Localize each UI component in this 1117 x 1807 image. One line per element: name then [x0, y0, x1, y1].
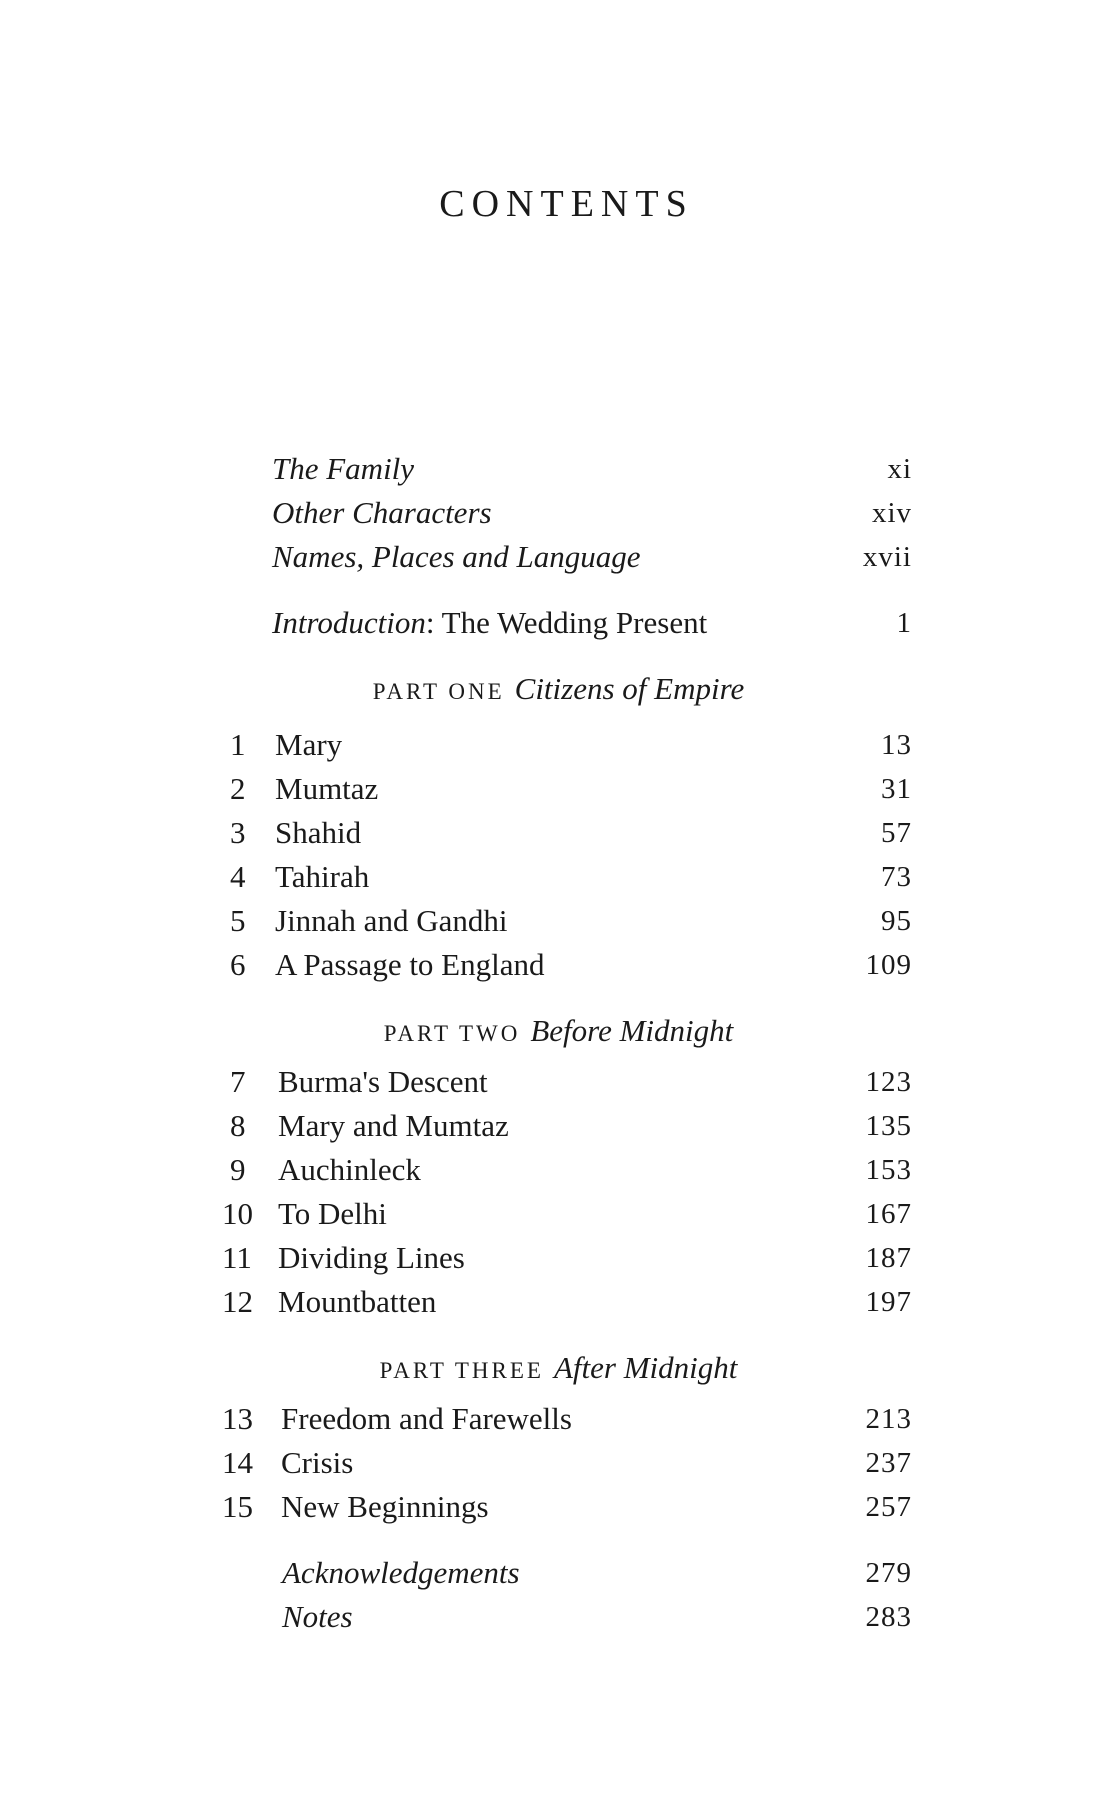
entry-title: Mumtaz [275, 771, 379, 806]
toc-entry-chapter[interactable] [0, 945, 1117, 985]
part-title: Citizens of Empire [514, 671, 745, 706]
entry-title: Burma's Descent [278, 1064, 488, 1099]
entry-page: 95 [881, 905, 912, 937]
entry-title: To Delhi [278, 1196, 387, 1231]
entry-page: 197 [865, 1286, 912, 1318]
entry-title: Jinnah and Gandhi [275, 903, 508, 938]
toc-entry-chapter[interactable] [0, 769, 1117, 809]
entry-page: 257 [865, 1491, 912, 1523]
toc-entry-chapter[interactable] [0, 1150, 1117, 1190]
part-title: Before Midnight [530, 1013, 734, 1048]
entry-title: Notes [282, 1599, 353, 1634]
entry-page: 283 [865, 1601, 912, 1633]
entry-page: 213 [865, 1403, 912, 1435]
intro-label-italic: Introduction [272, 605, 426, 640]
entry-title: Shahid [275, 815, 362, 850]
entry-title: Tahirah [275, 859, 370, 894]
toc-entry-introduction[interactable] [0, 603, 1117, 643]
toc-entry-chapter[interactable] [0, 1399, 1117, 1439]
toc-entry-chapter[interactable] [0, 857, 1117, 897]
toc-entry-notes[interactable] [0, 1597, 1117, 1637]
entry-page: 187 [865, 1242, 912, 1274]
entry-page: 153 [865, 1154, 912, 1186]
chapter-number: 10 [222, 1196, 253, 1231]
chapter-number: 3 [230, 815, 246, 850]
entry-page: 109 [865, 949, 912, 981]
entry-page: 167 [865, 1198, 912, 1230]
entry-title: Names, Places and Language [272, 539, 641, 574]
entry-title: Mountbatten [278, 1284, 437, 1319]
toc-entry-chapter[interactable] [0, 725, 1117, 765]
chapter-number: 1 [230, 727, 246, 762]
toc-entry-chapter[interactable] [0, 1106, 1117, 1146]
page-title: CONTENTS [439, 183, 694, 225]
entry-title: The Family [272, 451, 415, 486]
part-title: After Midnight [553, 1350, 738, 1385]
toc-entry-chapter[interactable] [0, 1194, 1117, 1234]
entry-title: Crisis [281, 1445, 354, 1480]
part-label: PART ONE [372, 679, 505, 704]
entry-title [272, 603, 707, 643]
chapter-number: 7 [230, 1064, 246, 1099]
entry-title: A Passage to England [275, 947, 545, 982]
entry-title: Acknowledgements [282, 1555, 520, 1590]
entry-title: Mary [275, 727, 343, 762]
entry-page: 135 [865, 1110, 912, 1142]
entry-page: 1 [896, 607, 912, 639]
entry-page: 237 [865, 1447, 912, 1479]
toc-entry-chapter[interactable] [0, 1487, 1117, 1527]
entry-page: xvii [862, 541, 912, 573]
toc-entry-chapter[interactable] [0, 1238, 1117, 1278]
entry-title: Auchinleck [278, 1152, 421, 1187]
entry-page: 123 [865, 1066, 912, 1098]
chapter-number: 15 [222, 1489, 253, 1524]
part-label: PART THREE [379, 1358, 544, 1383]
part-label: PART TWO [383, 1021, 521, 1046]
entry-page: 279 [865, 1557, 912, 1589]
toc-entry-chapter[interactable] [0, 1062, 1117, 1102]
chapter-number: 8 [230, 1108, 246, 1143]
toc-entry-chapter[interactable] [0, 1443, 1117, 1483]
part-heading-three [0, 1348, 1117, 1388]
chapter-number: 5 [230, 903, 246, 938]
entry-page: xiv [871, 497, 912, 529]
toc-entry-chapter[interactable] [0, 1282, 1117, 1322]
chapter-number: 13 [222, 1401, 253, 1436]
entry-page: xi [887, 453, 912, 485]
toc-entry-other-characters[interactable] [0, 493, 1117, 533]
part-heading-two [0, 1011, 1117, 1051]
chapter-number: 11 [222, 1240, 252, 1275]
intro-label-rest: : The Wedding Present [425, 605, 708, 640]
entry-page: 13 [881, 729, 912, 761]
part-heading-one [0, 669, 1117, 709]
entry-title: New Beginnings [281, 1489, 489, 1524]
entry-page: 73 [881, 861, 912, 893]
entry-title: Dividing Lines [278, 1240, 465, 1275]
entry-page: 31 [881, 773, 912, 805]
toc-entry-chapter[interactable] [0, 813, 1117, 853]
chapter-number: 12 [222, 1284, 253, 1319]
entry-page: 57 [881, 817, 912, 849]
entry-title: Mary and Mumtaz [278, 1108, 509, 1143]
chapter-number: 4 [230, 859, 246, 894]
toc-entry-the-family[interactable] [0, 449, 1117, 489]
chapter-number: 2 [230, 771, 246, 806]
toc-entry-names-places-language[interactable] [0, 537, 1117, 577]
chapter-number: 14 [222, 1445, 253, 1480]
chapter-number: 6 [230, 947, 246, 982]
toc-entry-acknowledgements[interactable] [0, 1553, 1117, 1593]
entry-title: Other Characters [272, 495, 492, 530]
chapter-number: 9 [230, 1152, 246, 1187]
entry-title: Freedom and Farewells [281, 1401, 572, 1436]
toc-entry-chapter[interactable] [0, 901, 1117, 941]
